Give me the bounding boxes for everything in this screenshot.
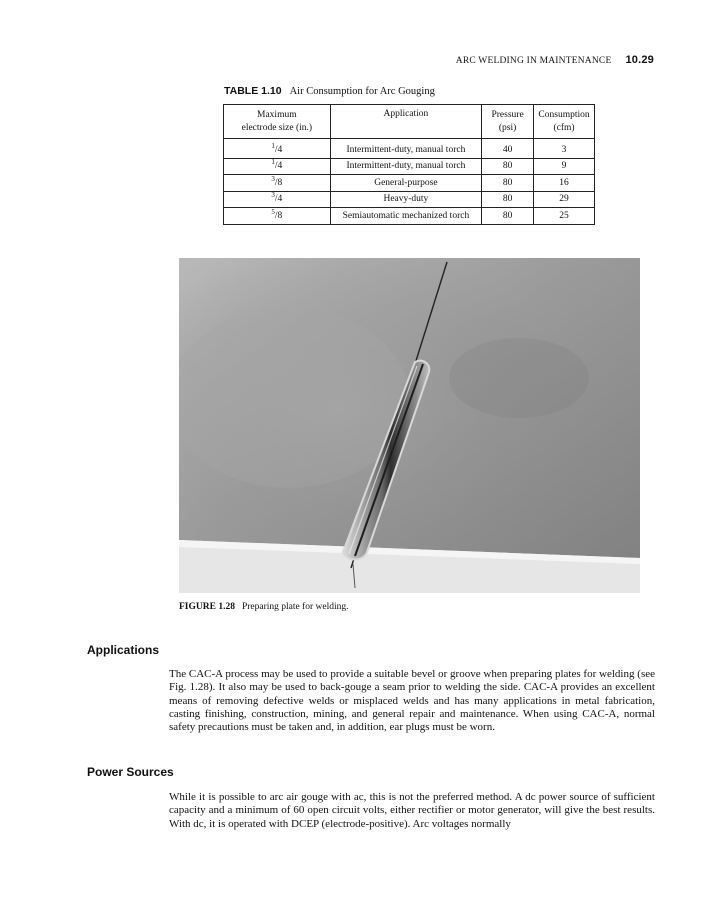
power-sources-paragraph: While it is possible to arc air gouge with ac, this is not the preferred method. A dc power source of sufficient capacity and a minimum of 60 open circuit volts, either rectifier or motor generator, will give the best results. With dc, it is operated with DCEP (electrode-positive). Arc voltages normally	[169, 791, 655, 830]
pressure-cell: 80	[482, 208, 534, 225]
electrode-size-cell: $^3$/8	[224, 175, 331, 192]
consumption-cell: 16	[534, 175, 595, 192]
air-consumption-table	[223, 104, 595, 225]
column-header-pressure: Pressure (psi)	[482, 105, 534, 139]
consumption-cell: 3	[534, 139, 595, 159]
running-head-title: ARC WELDING IN MAINTENANCE	[455, 56, 612, 66]
application-cell: Semiautomatic mechanized torch	[330, 208, 482, 225]
consumption-cell: 29	[534, 191, 595, 208]
column-header-application: Application	[330, 105, 482, 139]
electrode-size-cell: $^5$/8	[224, 208, 331, 225]
table-header-row	[224, 105, 595, 139]
application-cell: General-purpose	[330, 175, 482, 192]
pressure-cell: 40	[482, 139, 534, 159]
welding-plate-illustration	[179, 258, 640, 593]
table-label: TABLE 1.10	[224, 85, 282, 97]
welding-plate-photo	[179, 258, 640, 593]
section-heading-power-sources: Power Sources	[87, 765, 174, 779]
table-row	[224, 175, 595, 192]
figure-caption-text: Preparing plate for welding.	[241, 602, 349, 612]
figure-caption	[179, 602, 349, 612]
consumption-cell: 9	[534, 158, 595, 175]
electrode-size-cell: $^3$/4	[224, 191, 331, 208]
application-cell: Intermittent-duty, manual torch	[330, 158, 482, 175]
figure-label: FIGURE 1.28	[179, 602, 235, 612]
table-caption	[224, 85, 435, 97]
pressure-cell: 80	[482, 191, 534, 208]
electrode-size-cell: $^1$/4	[224, 158, 331, 175]
table-row	[224, 158, 595, 175]
running-head	[456, 54, 654, 66]
table-row	[224, 191, 595, 208]
electrode-size-cell: $^1$/4	[224, 139, 331, 159]
applications-paragraph: The CAC-A process may be used to provide a suitable bevel or groove when preparing plates for welding (see Fig. 1.28). It also may be used to back-gouge a seam prior to welding the side. CAC-A provides an excellent means of removing defective welds or misplaced welds and has many applications in metal fabrication, casting finishing, construction, mining, and general repair and maintenance. When using CAC-A, normal safety precautions must be taken and, in addition, ear plugs must be worn.	[169, 668, 655, 734]
column-header-electrode-size: Maximum electrode size (in.)	[224, 105, 331, 139]
application-cell: Heavy-duty	[330, 191, 482, 208]
application-cell: Intermittent-duty, manual torch	[330, 139, 482, 159]
pressure-cell: 80	[482, 175, 534, 192]
section-heading-applications: Applications	[87, 643, 160, 657]
table-title: Air Consumption for Arc Gouging	[289, 86, 435, 97]
pressure-cell: 80	[482, 158, 534, 175]
table-row	[224, 208, 595, 225]
page-number: 10.29	[625, 54, 654, 66]
table-row	[224, 139, 595, 159]
consumption-cell: 25	[534, 208, 595, 225]
column-header-consumption: Consumption (cfm)	[534, 105, 595, 139]
